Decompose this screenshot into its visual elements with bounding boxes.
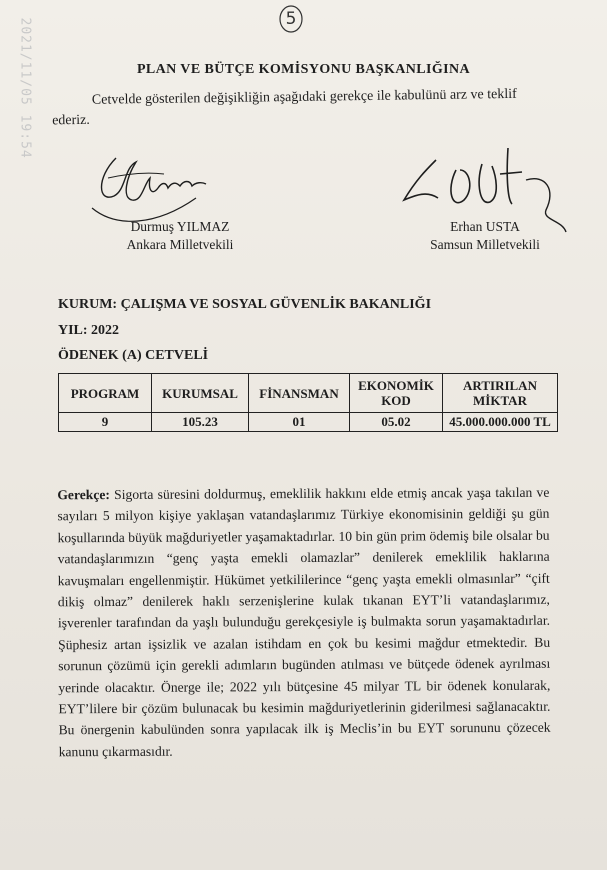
table-header-row (59, 374, 558, 413)
signatory-left-name: Durmuş YILMAZ (130, 219, 230, 234)
handwritten-page-number (276, 4, 306, 34)
reason-text: Sigorta süresini doldurmuş, emeklilik hakkını elde etmiş ancak yaşa takılan ve sayıları 5 milyon kişiye yaklaşan vatandaşlarımız Türkiye ekonomisinin geldiği şu gün koşullarında büyük mağduriyetler yaşamaktadırlar. 10 bin gün prim ödemiş bile olsalar bu vatandaşlarımızın “genç yaşta emekli olamazlar” denilerek emeklilik haklarına kavuşmaları engellenmiştir. Hükümet yetkililerince “genç yaşta emekli olmasınlar” “çift dikiş olmaz” denilerek haklı serzenişlerine kulak tıkanan EYT’li vatandaşlarımız, işverenler tarafından da yaşlı bulunduğu gerekçesiyle iş bulmakta sorun yaşamaktadırlar. Şüphesiz artan işsizlik ve azalan istihdam en çok bu kesimi mağdur etmektedir. Bu sorunun çözümü için gerekli adımların bugünden atılması ve bütçede ödenek ayrılması yerinde olacaktır. Önerge ile; 2022 yılı bütçesine 45 milyar TL bir ödenek konularak, EYT’lilere bir çözüm bulunacak bu kesimin mağduriyetlerinin giderilmesi sağlanacaktır. Bu önergenin kabulünden sonra yapılacak ilk iş Meclis’in bu EYT sorununu çözecek kanunu çıkarmasıdır. (57, 484, 551, 760)
page-number-circle-icon (276, 4, 306, 34)
table-row (59, 413, 558, 432)
header-ekonomik-kod: EKONOMİK KOD (350, 374, 443, 413)
intro-paragraph (52, 85, 533, 132)
scan-timestamp: 2021/11/05 19:54 (17, 17, 33, 159)
kurum-heading: KURUM: ÇALIŞMA VE SOSYAL GÜVENLİK BAKANLIĞI (58, 297, 432, 312)
cell-finansman: 01 (249, 413, 350, 432)
header-finansman: FİNANSMAN (249, 374, 350, 413)
cell-ekonomik-kod: 05.02 (350, 413, 443, 432)
intro-text: Cetvelde gösterilen değişikliğin aşağıdaki gerekçe ile kabulünü arz ve teklif ederiz. (52, 86, 517, 129)
signature-yilmaz-icon (86, 148, 226, 228)
cell-kurumsal: 105.23 (152, 413, 249, 432)
signatory-left (110, 218, 250, 254)
signatory-right-title: Samsun Milletvekili (430, 237, 540, 252)
signatory-right (418, 218, 552, 254)
budget-table (58, 373, 558, 432)
document-title: PLAN VE BÜTÇE KOMİSYONU BAŞKANLIĞINA (136, 62, 471, 77)
cell-artirilan-miktar: 45.000.000.000 TL (443, 413, 558, 432)
cetvel-heading: ÖDENEK (A) CETVELİ (58, 348, 209, 363)
signatory-right-name: Erhan USTA (450, 219, 520, 234)
page-number-text: 5 (285, 9, 297, 29)
cell-program: 9 (59, 413, 152, 432)
year-heading: YIL: 2022 (58, 323, 120, 338)
header-kurumsal: KURUMSAL (152, 374, 249, 413)
signatory-left-title: Ankara Milletvekili (126, 237, 234, 252)
reason-paragraph (57, 482, 550, 763)
header-program: PROGRAM (59, 374, 152, 413)
reason-label: Gerekçe: (57, 487, 110, 503)
header-artirilan-miktar: ARTIRILAN MİKTAR (443, 374, 558, 413)
